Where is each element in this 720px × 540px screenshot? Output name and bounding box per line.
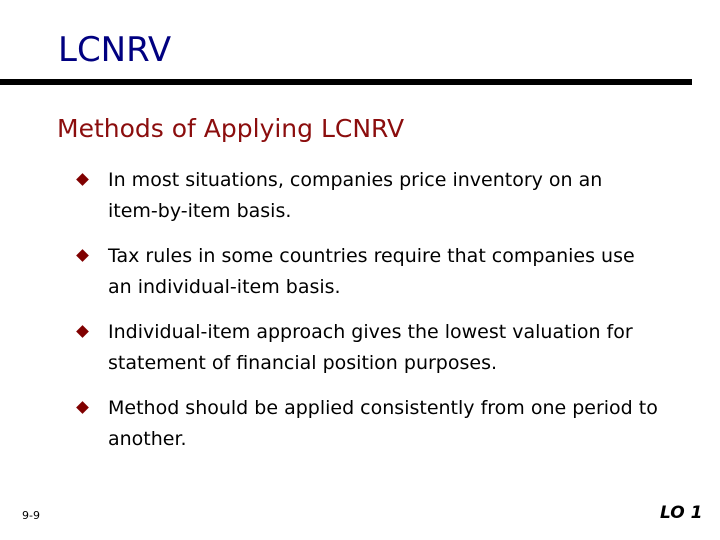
slide-subtitle: Methods of Applying LCNRV <box>57 114 405 143</box>
list-item <box>78 165 658 227</box>
bullet-text: In most situations, companies price inventory on an item-by-item basis. <box>108 169 603 222</box>
list-item <box>78 393 658 455</box>
diamond-bullet-icon <box>76 173 89 186</box>
learning-objective-label: LO 1 <box>660 503 703 523</box>
diamond-bullet-icon <box>76 249 89 262</box>
list-item <box>78 241 658 303</box>
bullet-text: Tax rules in some countries require that companies use an individual-item basis. <box>108 245 635 298</box>
bullet-text: Method should be applied consistently from one period to another. <box>108 397 658 450</box>
page-number: 9-9 <box>22 509 40 522</box>
slide-title: LCNRV <box>58 30 172 70</box>
title-divider <box>0 79 692 85</box>
bullet-list <box>78 165 658 455</box>
diamond-bullet-icon <box>76 401 89 414</box>
bullet-text: Individual-item approach gives the lowest valuation for statement of financial position purposes. <box>108 321 633 374</box>
list-item <box>78 317 658 379</box>
diamond-bullet-icon <box>76 325 89 338</box>
